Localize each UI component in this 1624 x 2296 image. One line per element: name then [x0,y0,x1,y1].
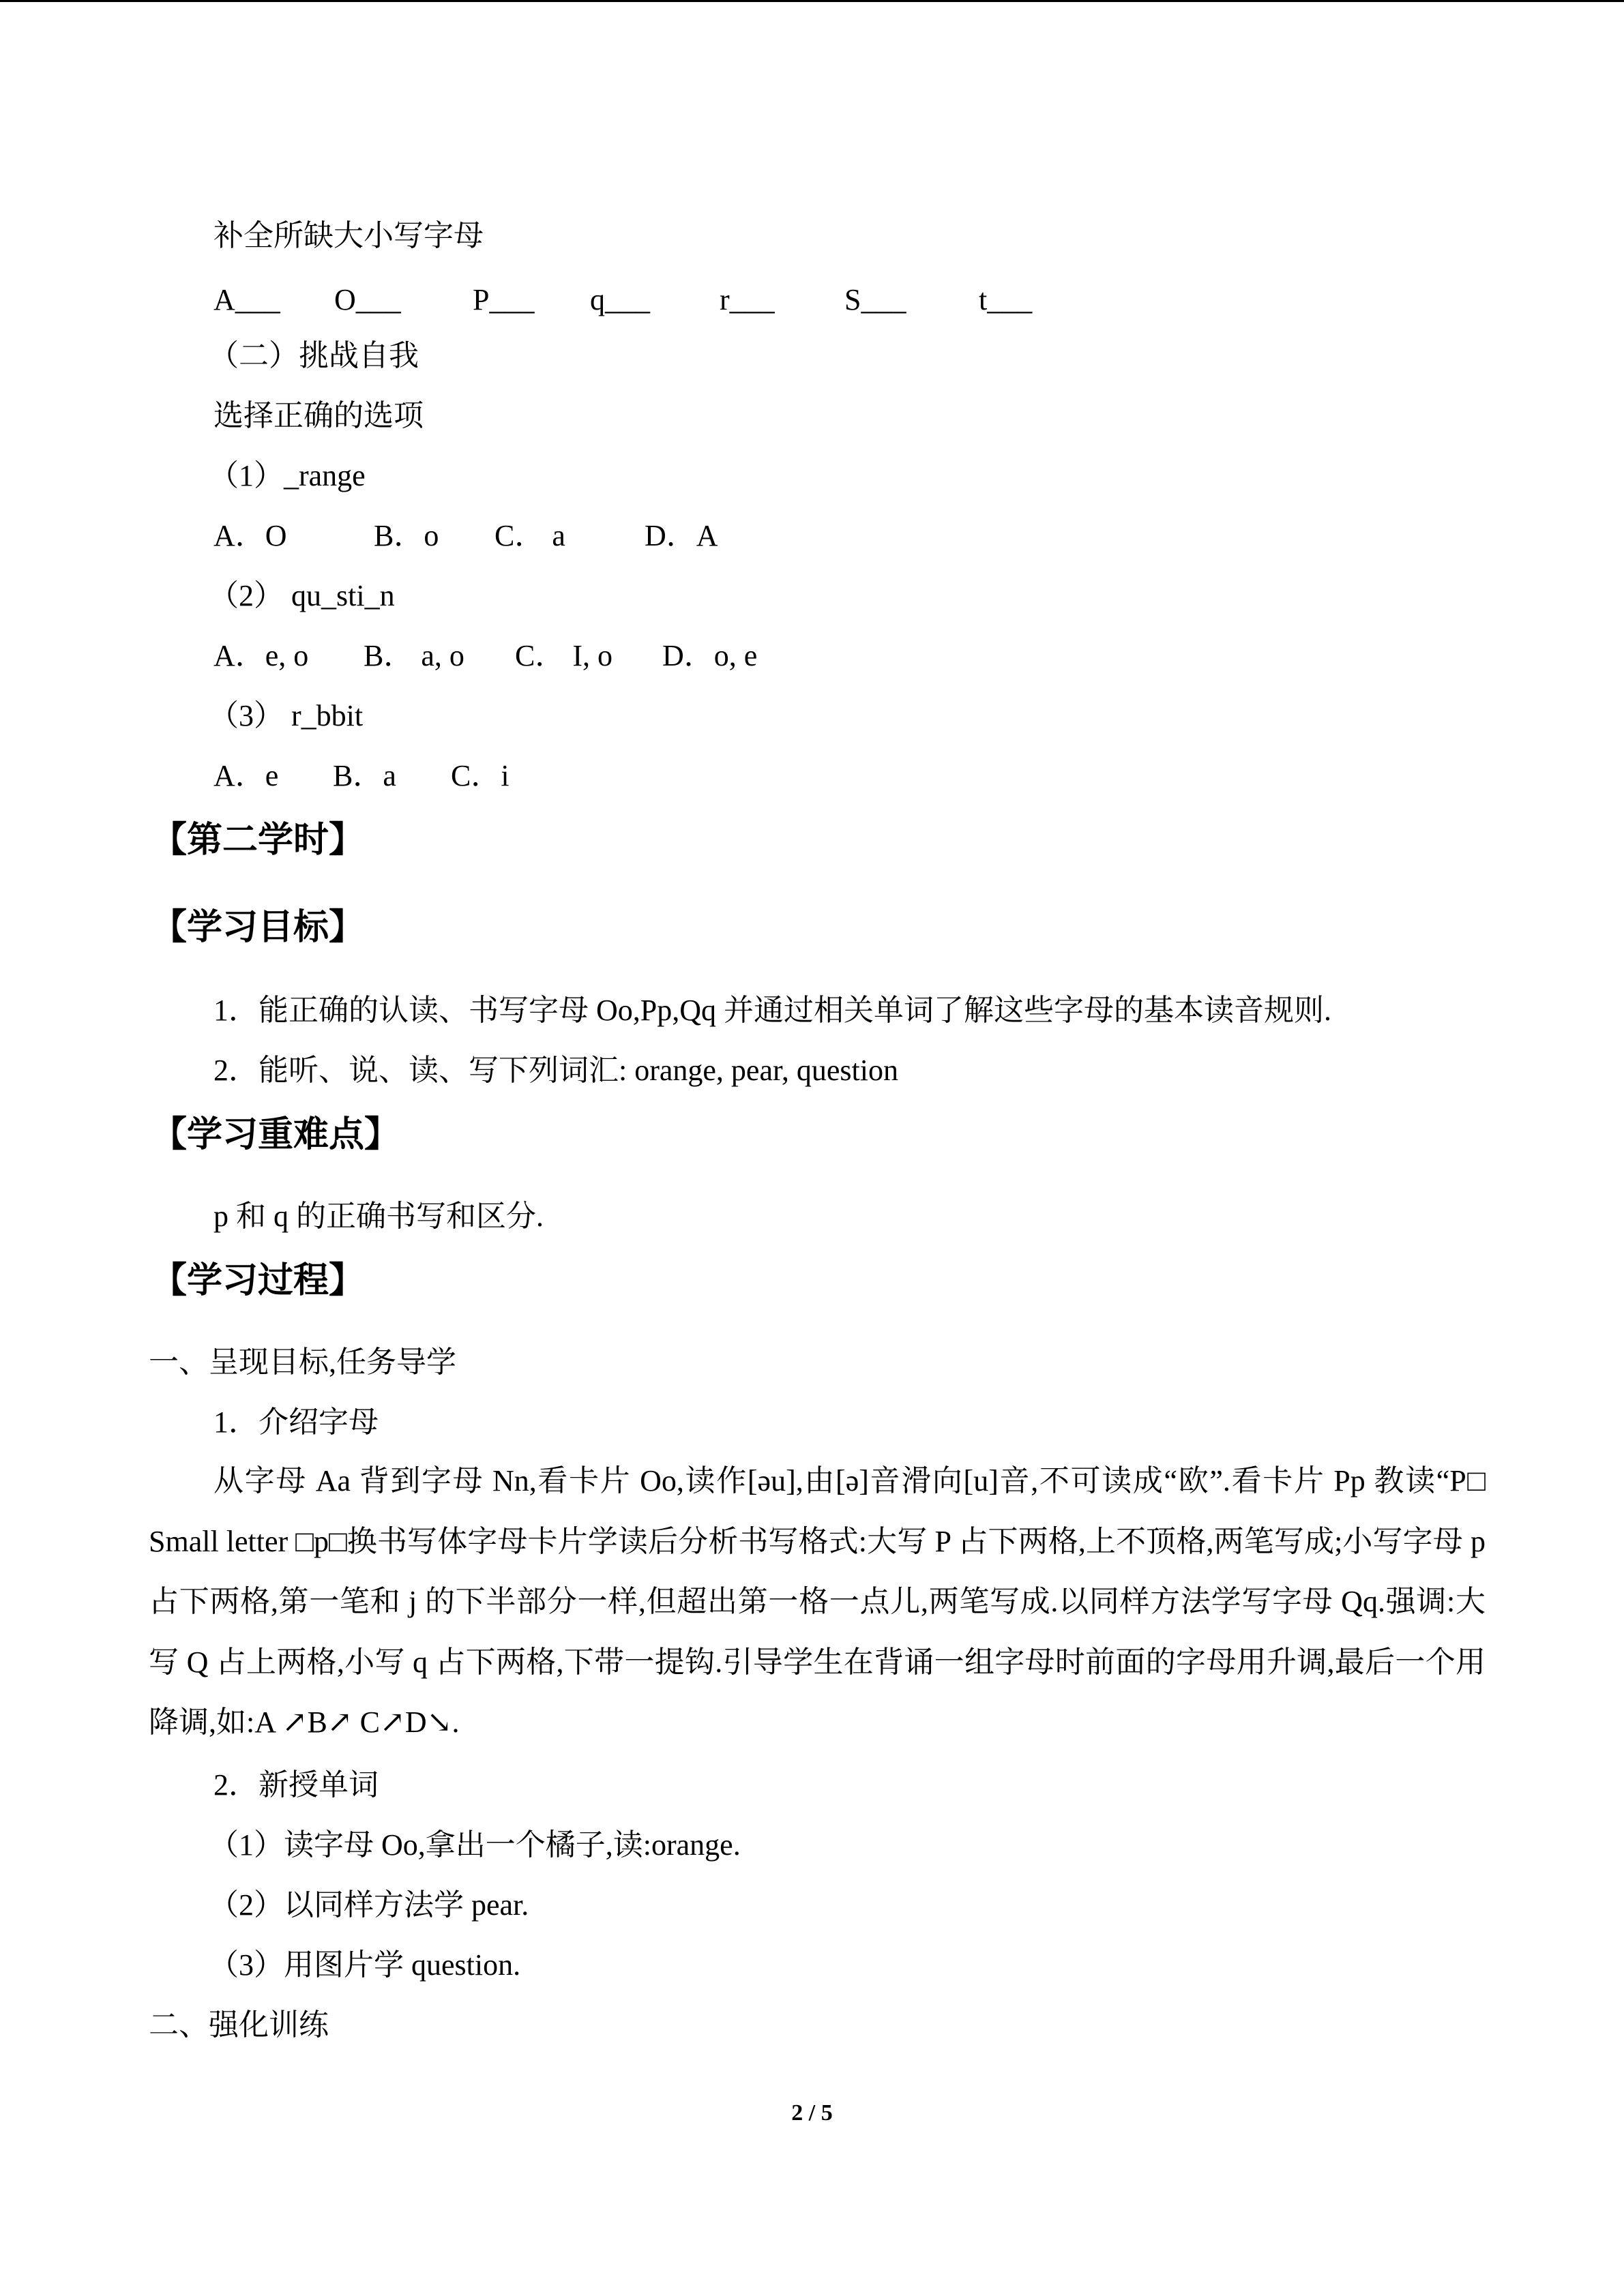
fill-title: 补全所缺大小写字母 [213,219,484,252]
option: D．A [645,519,718,552]
option: B． a, o [364,639,464,672]
part1-title: 一、呈现目标,任务导学 [149,1345,456,1379]
choose-title: 选择正确的选项 [213,399,424,432]
option: C．i [451,759,510,792]
option: C． I, o [515,639,612,672]
fill-item: P___ [473,283,535,316]
option: A．e [213,759,279,792]
fill-item: S___ [844,283,906,316]
fill-item: t___ [979,283,1033,316]
step1-title: 1．介绍字母 [213,1405,379,1439]
option: A．e, o [213,639,309,672]
option: A．O [213,519,287,552]
section-heading-key: 【学习重难点】 [151,1114,400,1155]
step1-text: 从字母 Aa 背到字母 Nn,看卡片 Oo,读作[əu],由[ə]音滑向[u]音,不可读成“欧”.看卡片 Pp 教读“P□ Small letter □p□换书写体字母卡片学读后分析书写格式:大写 P 占下两格,上不顶格,两笔写成;小写字母 p 占下两格,第一笔和 j 的下半部分一样,但超出第一格一点儿,两笔写成.以同样方法学写字母 Qq.强调:大写 Q 占上两格,小写 q 占下两格,下带一提钩.引导学生在背诵一组字母时前面的字母用升调,最后一个用降调,如:A ↗B↗ C↗D↘. [149,1464,1486,1739]
section-heading-goals: 【学习目标】 [151,907,365,948]
fill-item: r___ [720,283,775,316]
top-rule [0,0,1624,2]
goal-item: 1．能正确的认读、书写字母 Oo,Pp,Qq 并通过相关单词了解这些字母的基本读音规则. [213,994,1332,1027]
step2-item: （3）用图片学 question. [209,1948,521,1982]
fill-item: A___ [213,283,280,316]
section-heading-process: 【学习过程】 [151,1260,365,1301]
question-label: （3） r_bbit [209,699,364,732]
challenge-heading: （二）挑战自我 [209,339,419,372]
fill-item: O___ [334,283,401,316]
step2-item: （1）读字母 Oo,拿出一个橘子,读:orange. [209,1828,741,1862]
option: C． a [494,519,565,552]
goal-item: 2．能听、说、读、写下列词汇: orange, pear, question [213,1054,898,1087]
step2-title: 2．新授单词 [213,1768,379,1802]
step1-paragraph [149,1451,1486,1753]
key-point: p 和 q 的正确书写和区分. [213,1199,544,1233]
option: B．o [374,519,439,552]
question-label: （1）_range [209,459,366,492]
option: B．a [333,759,396,792]
question-label: （2） qu_sti_n [209,579,395,612]
section-heading-lesson2: 【第二学时】 [151,820,365,861]
option: D．o, e [662,639,758,672]
page-number: 2 / 5 [791,2100,833,2126]
fill-item: q___ [590,283,650,316]
part2-title: 二、强化训练 [149,2008,329,2042]
step2-item: （2）以同样方法学 pear. [209,1888,529,1922]
